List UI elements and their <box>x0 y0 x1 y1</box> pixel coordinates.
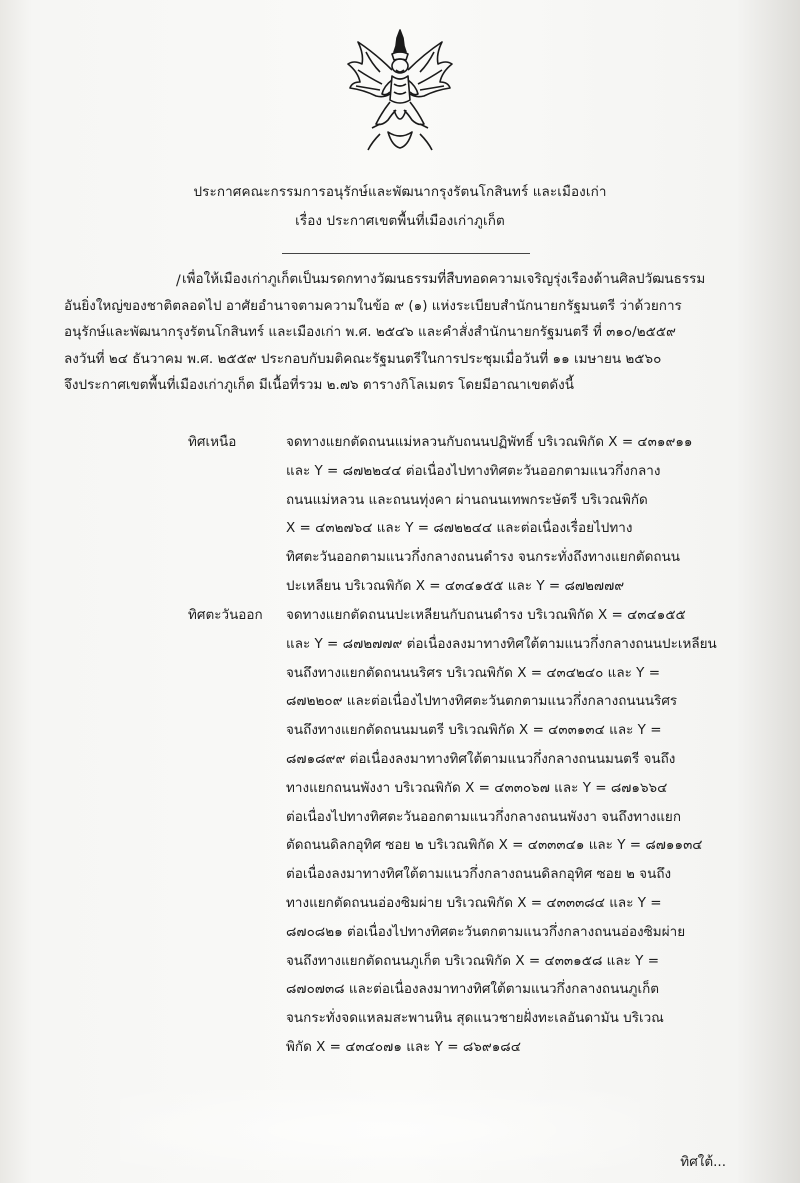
boundary-line: ๘๗๑๘๙๙ ต่อเนื่องลงมาทางทิศใต้ตามแนวกึ่งกลางถนนมนตรี จนถึง <box>286 750 676 767</box>
boundary-line: ๘๗๐๘๒๑ ต่อเนื่องไปทางทิศตะวันตกตามแนวกึ่งกลางถนนอ่องซิมผ่าย <box>286 923 686 940</box>
boundary-line: ตัดถนนดิลกอุทิศ ซอย ๒ บริเวณพิกัด X = ๔๓๓๓๔๑ และ Y = ๘๗๑๑๓๔ <box>286 837 703 854</box>
boundary-line: ทางแยกตัดถนนอ่องซิมผ่าย บริเวณพิกัด X = ๔๓๓๓๘๔ และ Y = <box>286 894 662 911</box>
boundary-line: จดทางแยกตัดถนนปะเหลียนกับถนนดำรง บริเวณพิกัด X = ๔๓๔๑๕๕ <box>286 607 686 623</box>
paragraph-line: เพื่อให้เมืองเก่าภูเก็ตเป็นมรดกทางวัฒนธรรมที่สืบทอดความเจริญรุ่งเรืองด้านศิลปวัฒนธรรม <box>182 271 706 287</box>
announcement-subject: เรื่อง ประกาศเขตพื้นที่เมืองเก่าภูเก็ต <box>295 213 505 229</box>
paper-highlight <box>120 1090 640 1170</box>
boundary-line: และ Y = ๘๗๒๗๗๙ ต่อเนื่องลงมาทางทิศใต้ตามแนวกึ่งกลางถนนปะเหลียน <box>286 635 717 652</box>
boundary-line: ๘๗๒๒๐๙ และต่อเนื่องไปทางทิศตะวันตกตามแนวกึ่งกลางถนนนริศร <box>286 693 678 710</box>
boundary-line: จนถึงทางแยกตัดถนนนริศร บริเวณพิกัด X = ๔๓๔๒๔๐ และ Y = <box>286 664 661 681</box>
boundary-line: ถนนแม่หลวน และถนนทุ่งคา ผ่านถนนเทพกระษัตรี บริเวณพิกัด <box>286 491 648 508</box>
boundary-line: X = ๔๓๒๗๖๔ และ Y = ๘๗๒๒๔๔ และต่อเนื่องเรื่อยไปทาง <box>286 520 633 537</box>
boundary-line: จนกระทั่งจดแหลมสะพานหิน สุดแนวชายฝั่งทะเลอันดามัน บริเวณ <box>286 1010 664 1027</box>
boundary-line: และ Y = ๘๗๒๒๔๔ ต่อเนื่องไปทางทิศตะวันออกตามแนวกึ่งกลาง <box>286 462 661 479</box>
announcement-title: ประกาศคณะกรรมการอนุรักษ์และพัฒนากรุงรัตนโกสินทร์ และเมืองเก่า <box>193 184 607 200</box>
boundary-line: จดทางแยกตัดถนนแม่หลวนกับถนนปฏิพัทธิ์ บริเวณพิกัด X = ๔๓๑๙๑๑ <box>286 434 693 450</box>
pen-mark-icon: / <box>176 273 181 289</box>
east-boundary-text <box>286 601 726 1062</box>
boundary-line: ต่อเนื่องไปทางทิศตะวันออกตามแนวกึ่งกลางถนนพังงา จนถึงทางแยก <box>286 808 682 825</box>
garuda-emblem-icon <box>336 24 464 152</box>
paragraph-line: อนุรักษ์และพัฒนากรุงรัตนโกสินทร์ และเมืองเก่า พ.ศ. ๒๕๔๖ และคำสั่งสำนักนายกรัฐมนตรี ที่ ๓๑๐/๒๕๕๙ <box>64 324 676 340</box>
continued-marker: ทิศใต้... <box>680 1154 726 1170</box>
intro-paragraph <box>64 266 736 399</box>
boundary-line: ทิศตะวันออกตามแนวกึ่งกลางถนนดำรง จนกระทั่งถึงทางแยกตัดถนน <box>286 549 681 566</box>
north-boundary-label: ทิศเหนือ <box>188 434 237 450</box>
boundary-line: ปะเหลียน บริเวณพิกัด X = ๔๓๔๑๕๕ และ Y = ๘๗๒๗๗๙ <box>286 577 625 594</box>
boundary-line: จนถึงทางแยกตัดถนนมนตรี บริเวณพิกัด X = ๔๓๓๑๓๔ และ Y = <box>286 722 662 739</box>
boundary-line: ทางแยกถนนพังงา บริเวณพิกัด X = ๔๓๓๐๖๗ และ Y = ๘๗๑๖๖๔ <box>286 779 668 796</box>
paragraph-line: ลงวันที่ ๒๔ ธันวาคม พ.ศ. ๒๕๕๙ ประกอบกับมติคณะรัฐมนตรีในการประชุมเมื่อวันที่ ๑๑ เมษายน ๒๕๖๐ <box>64 350 662 367</box>
boundary-line: ๘๗๐๗๓๘ และต่อเนื่องลงมาทางทิศใต้ตามแนวกึ่งกลางถนนภูเก็ต <box>286 981 660 998</box>
boundary-line: จนถึงทางแยกตัดถนนภูเก็ต บริเวณพิกัด X = ๔๓๓๑๕๘ และ Y = <box>286 952 660 969</box>
paragraph-line: จึงประกาศเขตพื้นที่เมืองเก่าภูเก็ต มีเนื้อที่รวม ๒.๗๖ ตารางกิโลเมตร โดยมีอาณาเขตดังนี้ <box>64 377 574 393</box>
paragraph-line: อันยิ่งใหญ่ของชาติตลอดไป อาศัยอำนาจตามความในข้อ ๙ (๑) แห่งระเบียบสำนักนายกรัฐมนตรี ว่าด้วยการ <box>64 297 682 314</box>
east-boundary-label: ทิศตะวันออก <box>188 607 263 623</box>
north-boundary-text <box>286 428 726 601</box>
title-divider <box>282 253 530 254</box>
boundary-line: พิกัด X = ๔๓๔๐๗๑ และ Y = ๘๖๙๑๘๔ <box>286 1038 521 1055</box>
boundary-line: ต่อเนื่องลงมาทางทิศใต้ตามแนวกึ่งกลางถนนดิลกอุทิศ ซอย ๒ จนถึง <box>286 866 672 883</box>
